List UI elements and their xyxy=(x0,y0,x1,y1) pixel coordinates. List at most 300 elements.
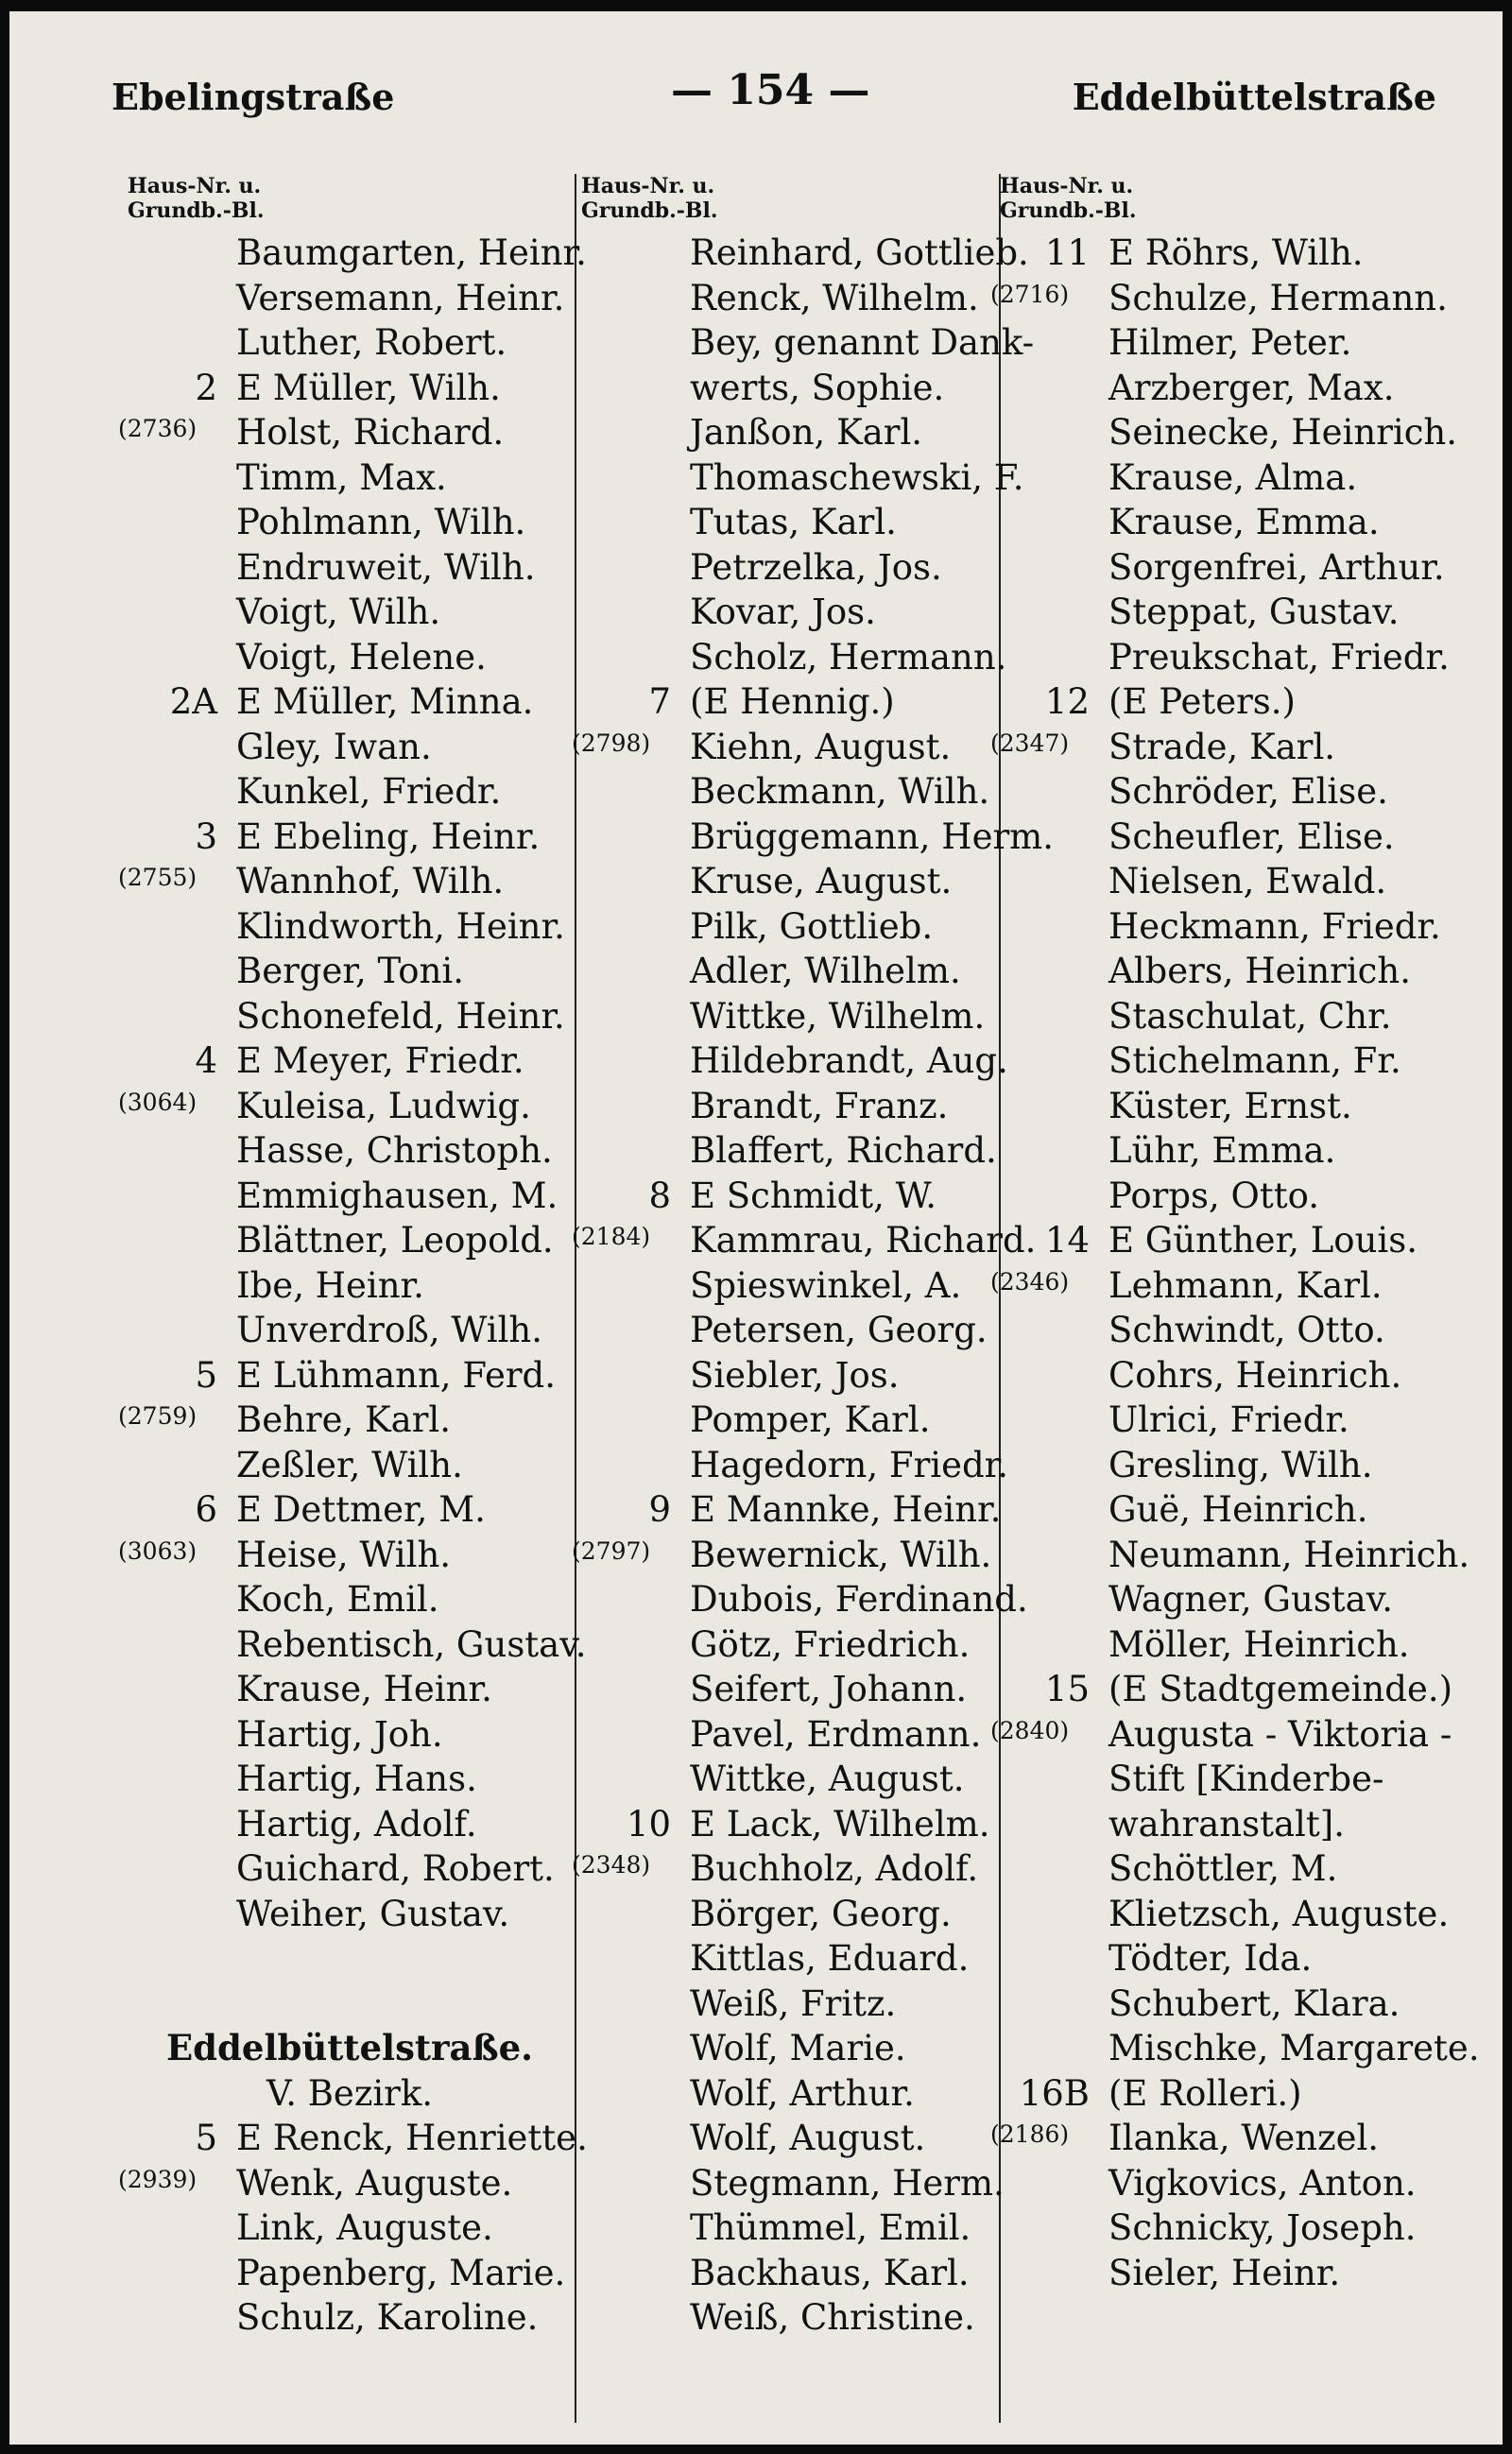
land-register-number: (2186) xyxy=(990,2120,1070,2148)
resident-name: Janßon, Karl. xyxy=(690,412,923,453)
directory-entry xyxy=(572,1218,1037,1263)
directory-entry xyxy=(581,1577,1028,1622)
directory-entry xyxy=(1000,500,1491,545)
resident-name: Petrzelka, Jos. xyxy=(690,546,942,588)
directory-entry xyxy=(990,725,1491,770)
house-number: 16B xyxy=(1019,2072,1090,2114)
resident-name: Luther, Robert. xyxy=(236,322,507,363)
directory-entry xyxy=(128,1846,572,1892)
house-number: 2A xyxy=(169,681,217,722)
resident-name: Weiß, Christine. xyxy=(690,2297,975,2338)
directory-entry xyxy=(1000,1443,1491,1488)
directory-entry xyxy=(572,1533,1002,1578)
directory-entry xyxy=(128,231,587,276)
resident-name: Schnicky, Joseph. xyxy=(1108,2207,1417,2248)
resident-name: Renck, Wilhelm. xyxy=(690,277,979,318)
directory-entry xyxy=(581,859,1002,904)
directory-entry xyxy=(128,1038,572,1084)
directory-entry xyxy=(1000,410,1491,455)
directory-entry xyxy=(128,1174,572,1219)
land-register-number: (2348) xyxy=(572,1851,651,1879)
directory-entry xyxy=(1000,1802,1491,1847)
directory-entry xyxy=(581,231,1029,276)
resident-name: Kittlas, Eduard. xyxy=(690,1938,970,1979)
resident-name: Blättner, Leopold. xyxy=(236,1220,554,1261)
directory-entry xyxy=(1000,2205,1491,2251)
directory-entry xyxy=(1000,2251,1491,2296)
resident-name: Berger, Toni. xyxy=(236,951,465,991)
house-number: 4 xyxy=(195,1040,217,1081)
column-heading: Haus-Nr. u. Grundb.-Bl. xyxy=(581,174,718,223)
resident-name: E Dettmer, M. xyxy=(236,1489,486,1530)
directory-entry xyxy=(581,2251,1002,2296)
resident-name: Lehmann, Karl. xyxy=(1108,1264,1383,1306)
resident-name: Mischke, Margarete. xyxy=(1108,2028,1480,2068)
directory-entry xyxy=(581,1443,1009,1488)
land-register-number: (2716) xyxy=(990,280,1070,308)
directory-entry xyxy=(581,2161,1005,2206)
directory-entry xyxy=(1000,2026,1491,2071)
column-1 xyxy=(118,174,588,2442)
directory-entry xyxy=(128,1667,572,1712)
resident-name: Thomaschewski, F. xyxy=(690,456,1024,498)
house-number: 5 xyxy=(195,1354,217,1396)
directory-entry xyxy=(1000,949,1491,994)
directory-entry xyxy=(128,2295,572,2341)
resident-name: Kruse, August. xyxy=(690,861,953,901)
resident-name: Buchholz, Adolf. xyxy=(690,1848,979,1889)
directory-entry xyxy=(1000,1398,1491,1443)
resident-name: Hasse, Christoph. xyxy=(236,1130,553,1171)
directory-entry xyxy=(1000,1982,1491,2027)
resident-name: Heise, Wilh. xyxy=(236,1534,452,1575)
resident-name: Cohrs, Heinrich. xyxy=(1108,1354,1402,1396)
directory-entry xyxy=(572,1846,1002,1892)
directory-entry xyxy=(581,1892,1002,1937)
directory-entry xyxy=(128,455,572,501)
resident-name: Schöttler, M. xyxy=(1108,1848,1338,1889)
resident-name: Rebentisch, Gustav. xyxy=(236,1623,587,1665)
resident-name: Lühr, Emma. xyxy=(1108,1130,1336,1171)
resident-name: Endruweit, Wilh. xyxy=(236,546,536,588)
resident-name: Arzberger, Max. xyxy=(1108,367,1395,408)
resident-name: Voigt, Wilh. xyxy=(236,592,441,632)
house-number: 2 xyxy=(195,367,217,408)
directory-entry xyxy=(128,1487,572,1533)
land-register-number: (2346) xyxy=(990,1267,1070,1296)
resident-name: Papenberg, Marie. xyxy=(236,2252,566,2293)
directory-entry xyxy=(128,276,572,321)
resident-name: Bewernick, Wilh. xyxy=(690,1534,992,1575)
directory-entry xyxy=(1000,1577,1491,1622)
directory-entry xyxy=(128,1577,572,1622)
directory-entry xyxy=(128,949,572,994)
directory-entry xyxy=(581,949,1002,994)
resident-name: Stichelmann, Fr. xyxy=(1108,1040,1401,1081)
resident-name: Guichard, Robert. xyxy=(236,1848,555,1889)
directory-entry xyxy=(128,1757,572,1802)
resident-name: Hildebrandt, Aug. xyxy=(690,1040,1008,1081)
directory-entry xyxy=(581,2116,1002,2161)
column-1-entries xyxy=(118,231,587,1936)
directory-entry xyxy=(581,1982,1002,2027)
resident-name: Scholz, Hermann. xyxy=(690,636,1007,678)
resident-name: Schulz, Karoline. xyxy=(236,2297,539,2338)
resident-name: Schulze, Hermann. xyxy=(1108,277,1448,318)
directory-entry xyxy=(118,410,572,455)
house-number: 12 xyxy=(1044,681,1090,722)
land-register-number: (2798) xyxy=(572,729,651,757)
directory-entry xyxy=(118,1084,572,1129)
resident-name: Unverdroß, Wilh. xyxy=(236,1310,543,1350)
column-heading: Haus-Nr. u. Grundb.-Bl. xyxy=(128,174,265,223)
resident-name: E Mannke, Heinr. xyxy=(690,1489,1002,1530)
resident-name: Gley, Iwan. xyxy=(236,726,432,767)
resident-name: Seifert, Johann. xyxy=(690,1669,968,1709)
directory-entry xyxy=(581,410,1002,455)
resident-name: Ulrici, Friedr. xyxy=(1108,1399,1349,1440)
resident-name: Tutas, Karl. xyxy=(690,502,897,542)
section-title: Eddelbüttelstraße. xyxy=(165,2027,533,2068)
directory-entry xyxy=(128,635,572,680)
directory-entry xyxy=(581,1353,1002,1399)
directory-entry xyxy=(581,679,1002,725)
directory-entry xyxy=(128,1263,572,1309)
directory-entry xyxy=(581,545,1002,591)
resident-name: Weiß, Fritz. xyxy=(690,1982,897,2024)
resident-name: Pohlmann, Wilh. xyxy=(236,502,526,542)
resident-name: Spieswinkel, A. xyxy=(690,1264,962,1306)
directory-entry xyxy=(581,904,1002,950)
directory-entry xyxy=(1000,366,1491,411)
resident-name: Klietzsch, Auguste. xyxy=(1108,1893,1450,1934)
land-register-number: (2755) xyxy=(118,864,198,891)
directory-entry xyxy=(581,815,1054,860)
resident-name: Krause, Emma. xyxy=(1108,502,1380,542)
directory-entry xyxy=(581,2071,1002,2117)
resident-name: Hartig, Adolf. xyxy=(236,1803,477,1845)
resident-name: E Lack, Wilhelm. xyxy=(690,1803,990,1845)
resident-name: Scheufler, Elise. xyxy=(1108,815,1395,857)
resident-name: Augusta - Viktoria - xyxy=(1108,1713,1452,1755)
resident-name: Möller, Heinrich. xyxy=(1108,1623,1410,1665)
resident-name: Vigkovics, Anton. xyxy=(1108,2162,1417,2204)
directory-entry xyxy=(581,1084,1002,1129)
land-register-number: (2939) xyxy=(118,2165,198,2193)
resident-name: Wenk, Auguste. xyxy=(236,2162,513,2204)
resident-name: Staschulat, Chr. xyxy=(1108,995,1392,1037)
directory-entry xyxy=(581,500,1002,545)
resident-name: Preukschat, Friedr. xyxy=(1108,636,1450,678)
house-number: 6 xyxy=(195,1489,217,1530)
directory-entry xyxy=(128,2205,572,2251)
resident-name: Brandt, Franz. xyxy=(690,1085,949,1126)
resident-name: Bey, genannt Dank- xyxy=(690,322,1035,363)
directory-entry xyxy=(1000,1084,1491,1129)
directory-entry xyxy=(581,1038,1008,1084)
directory-entry xyxy=(1000,1846,1491,1892)
resident-name: Kammrau, Richard. xyxy=(690,1220,1037,1261)
resident-name: E Renck, Henriette. xyxy=(236,2118,588,2158)
resident-name: E Müller, Wilh. xyxy=(236,367,501,408)
directory-entry xyxy=(581,1936,1002,1982)
resident-name: Pavel, Erdmann. xyxy=(690,1713,982,1755)
resident-name: Koch, Emil. xyxy=(236,1579,439,1620)
house-number: 3 xyxy=(195,815,217,857)
directory-entry xyxy=(128,1622,587,1668)
directory-entry xyxy=(1000,231,1491,276)
resident-name: Baumgarten, Heinr. xyxy=(236,232,587,273)
resident-name: Albers, Heinrich. xyxy=(1108,951,1411,991)
resident-name: Link, Auguste. xyxy=(236,2207,493,2248)
directory-entry xyxy=(581,2205,1002,2251)
resident-name: Holst, Richard. xyxy=(236,412,505,453)
resident-name: Kiehn, August. xyxy=(690,726,952,767)
directory-entry xyxy=(1000,455,1491,501)
resident-name: Kunkel, Friedr. xyxy=(236,771,502,812)
resident-name: Voigt, Helene. xyxy=(236,636,487,678)
directory-entry xyxy=(118,1533,572,1578)
resident-name: E Röhrs, Wilh. xyxy=(1108,232,1364,273)
land-register-number: (2736) xyxy=(118,415,198,442)
directory-entry xyxy=(128,2251,572,2296)
land-register-number: (2840) xyxy=(990,1716,1070,1744)
land-register-number: (2759) xyxy=(118,1402,198,1430)
house-number: 14 xyxy=(1044,1220,1090,1261)
directory-entry xyxy=(128,1802,572,1847)
resident-name: Thümmel, Emil. xyxy=(690,2207,971,2248)
resident-name: Schwindt, Otto. xyxy=(1108,1310,1385,1350)
resident-name: E Meyer, Friedr. xyxy=(236,1040,524,1081)
directory-entry xyxy=(581,2026,1002,2071)
directory-entry xyxy=(581,1712,1002,1758)
directory-entry xyxy=(581,1263,1002,1309)
resident-name: Strade, Karl. xyxy=(1108,726,1336,767)
resident-name: Sieler, Heinr. xyxy=(1108,2252,1341,2293)
directory-entry xyxy=(1000,904,1491,950)
resident-name: Adler, Wilhelm. xyxy=(690,951,961,991)
resident-name: E Lühmann, Ferd. xyxy=(236,1354,557,1396)
directory-entry xyxy=(1000,1892,1491,1937)
directory-entry xyxy=(581,769,1002,815)
resident-name: Guë, Heinrich. xyxy=(1108,1489,1368,1530)
resident-name: E Schmidt, W. xyxy=(690,1175,936,1216)
resident-name: Schröder, Elise. xyxy=(1108,771,1388,812)
house-number: 8 xyxy=(648,1175,671,1216)
directory-entry xyxy=(1000,1936,1491,1982)
resident-name: E Ebeling, Heinr. xyxy=(236,815,541,857)
running-head-left: Ebelingstraße xyxy=(112,76,395,118)
resident-name: Backhaus, Karl. xyxy=(690,2252,970,2293)
resident-name: Pomper, Karl. xyxy=(690,1399,931,1440)
resident-name: (E Rolleri.) xyxy=(1108,2072,1302,2114)
resident-name: Wagner, Gustav. xyxy=(1108,1579,1394,1620)
house-number: 11 xyxy=(1044,232,1090,273)
directory-entry xyxy=(128,545,572,591)
directory-page xyxy=(9,11,1503,2445)
resident-name: Gresling, Wilh. xyxy=(1108,1444,1373,1485)
directory-entry xyxy=(1000,679,1491,725)
land-register-number: (2797) xyxy=(572,1536,651,1565)
resident-name: Hartig, Hans. xyxy=(236,1759,477,1799)
resident-name: Brüggemann, Herm. xyxy=(690,815,1054,857)
page-header xyxy=(9,66,1503,151)
land-register-number: (2184) xyxy=(572,1223,651,1250)
directory-entry xyxy=(1000,1622,1491,1668)
section-district: V. Bezirk. xyxy=(266,2072,434,2114)
directory-entry xyxy=(990,1712,1491,1758)
directory-entry xyxy=(1000,1218,1491,1263)
land-register-number: (3064) xyxy=(118,1088,198,1116)
directory-entry xyxy=(128,2116,588,2161)
land-register-number: (2347) xyxy=(990,729,1070,757)
directory-entry xyxy=(581,1128,1002,1174)
resident-name: Götz, Friedrich. xyxy=(690,1623,971,1665)
resident-name: Kovar, Jos. xyxy=(690,592,876,632)
directory-entry xyxy=(581,455,1024,501)
running-head-right: Eddelbüttelstraße xyxy=(1072,76,1436,118)
resident-name: Wittke, Wilhelm. xyxy=(690,995,986,1037)
resident-name: Emmighausen, M. xyxy=(236,1175,558,1216)
resident-name: Neumann, Heinrich. xyxy=(1108,1534,1470,1575)
resident-name: Behre, Karl. xyxy=(236,1399,452,1440)
directory-entry xyxy=(118,859,572,904)
directory-entry xyxy=(1000,994,1491,1039)
directory-entry xyxy=(1000,1038,1491,1084)
directory-entry xyxy=(128,815,572,860)
directory-entry xyxy=(1000,1667,1491,1712)
directory-entry xyxy=(128,1712,572,1758)
resident-name: Kuleisa, Ludwig. xyxy=(236,1085,531,1126)
directory-entry xyxy=(581,1398,1002,1443)
directory-entry xyxy=(990,1263,1491,1309)
resident-name: wahranstalt]. xyxy=(1108,1803,1345,1845)
directory-entry xyxy=(581,1487,1002,1533)
resident-name: Hartig, Joh. xyxy=(236,1713,443,1755)
resident-name: Heckmann, Friedr. xyxy=(1108,905,1441,947)
resident-name: Stegmann, Herm. xyxy=(690,2162,1005,2204)
directory-entry xyxy=(128,679,572,725)
directory-entry xyxy=(1000,590,1491,635)
resident-name: Nielsen, Ewald. xyxy=(1108,861,1387,901)
directory-entry xyxy=(1000,320,1491,366)
directory-entry xyxy=(581,1174,1002,1219)
column-divider xyxy=(575,174,576,2423)
resident-name: Klindworth, Heinr. xyxy=(236,905,565,947)
house-number: 7 xyxy=(648,681,671,722)
resident-name: Ibe, Heinr. xyxy=(236,1264,424,1306)
house-number: 10 xyxy=(626,1803,671,1845)
column-3 xyxy=(990,174,1491,2442)
directory-entry xyxy=(581,1622,1002,1668)
column-1-entries-after xyxy=(118,2116,588,2341)
resident-name: Beckmann, Wilh. xyxy=(690,771,990,812)
resident-name: Hagedorn, Friedr. xyxy=(690,1444,1009,1485)
page-number: — 154 — xyxy=(671,66,870,114)
directory-entry xyxy=(118,2161,572,2206)
directory-entry xyxy=(581,1802,1002,1847)
land-register-number: (3063) xyxy=(118,1536,198,1565)
resident-name: Sorgenfrei, Arthur. xyxy=(1108,546,1445,588)
resident-name: E Müller, Minna. xyxy=(236,681,534,722)
resident-name: Timm, Max. xyxy=(236,456,447,498)
directory-entry xyxy=(128,1443,572,1488)
resident-name: (E Stadtgemeinde.) xyxy=(1108,1669,1453,1709)
directory-entry xyxy=(128,1308,572,1353)
house-number: 5 xyxy=(195,2118,217,2158)
directory-entry xyxy=(1000,545,1491,591)
directory-entry xyxy=(128,1128,572,1174)
directory-entry xyxy=(128,1353,572,1399)
directory-entry xyxy=(128,1892,572,1937)
directory-entry xyxy=(990,276,1491,321)
resident-name: Börger, Georg. xyxy=(690,1893,952,1934)
directory-entry xyxy=(1000,769,1491,815)
directory-entry xyxy=(1000,2071,1491,2117)
resident-name: Weiher, Gustav. xyxy=(236,1893,510,1934)
resident-name: Krause, Alma. xyxy=(1108,456,1358,498)
directory-entry xyxy=(581,635,1007,680)
directory-entry xyxy=(581,1308,1002,1353)
directory-entry xyxy=(581,2295,1002,2341)
directory-entry xyxy=(581,1667,1002,1712)
resident-name: Schubert, Klara. xyxy=(1108,1982,1400,2024)
directory-entry xyxy=(1000,1353,1491,1399)
directory-entry xyxy=(1000,2161,1491,2206)
directory-entry xyxy=(1000,1487,1491,1533)
directory-entry xyxy=(118,1398,572,1443)
resident-name: Wolf, Marie. xyxy=(690,2028,906,2068)
directory-entry xyxy=(1000,1308,1491,1353)
resident-name: Ilanka, Wenzel. xyxy=(1108,2118,1380,2158)
directory-entry xyxy=(1000,1174,1491,1219)
directory-entry xyxy=(581,1757,1002,1802)
resident-name: Seinecke, Heinrich. xyxy=(1108,412,1458,453)
directory-entry xyxy=(581,276,1002,321)
directory-entry xyxy=(581,994,1002,1039)
resident-name: Reinhard, Gottlieb. xyxy=(690,232,1029,273)
house-number: 9 xyxy=(648,1489,671,1530)
resident-name: Porps, Otto. xyxy=(1108,1175,1320,1216)
resident-name: Siebler, Jos. xyxy=(690,1354,900,1396)
resident-name: Küster, Ernst. xyxy=(1108,1085,1352,1126)
directory-entry xyxy=(128,769,572,815)
resident-name: Dubois, Ferdinand. xyxy=(690,1579,1028,1620)
directory-entry xyxy=(128,994,572,1039)
column-heading: Haus-Nr. u. Grundb.-Bl. xyxy=(1000,174,1137,223)
resident-name: Stift [Kinderbe- xyxy=(1108,1759,1384,1799)
directory-entry xyxy=(128,904,572,950)
directory-entry xyxy=(128,500,572,545)
directory-entry xyxy=(1000,1533,1491,1578)
directory-entry xyxy=(128,590,572,635)
directory-entry xyxy=(581,590,1002,635)
column-3-entries xyxy=(990,231,1491,2295)
resident-name: Pilk, Gottlieb. xyxy=(690,905,934,947)
resident-name: E Günther, Louis. xyxy=(1108,1220,1418,1261)
directory-entry xyxy=(1000,1128,1491,1174)
resident-name: Versemann, Heinr. xyxy=(236,277,565,318)
resident-name: Wolf, August. xyxy=(690,2118,926,2158)
resident-name: Hilmer, Peter. xyxy=(1108,322,1352,363)
house-number: 15 xyxy=(1044,1669,1090,1709)
resident-name: (E Hennig.) xyxy=(690,681,895,722)
resident-name: Petersen, Georg. xyxy=(690,1310,988,1350)
resident-name: Wittke, August. xyxy=(690,1759,965,1799)
directory-entry xyxy=(1000,1757,1491,1802)
resident-name: Krause, Heinr. xyxy=(236,1669,492,1709)
directory-entry xyxy=(1000,815,1491,860)
